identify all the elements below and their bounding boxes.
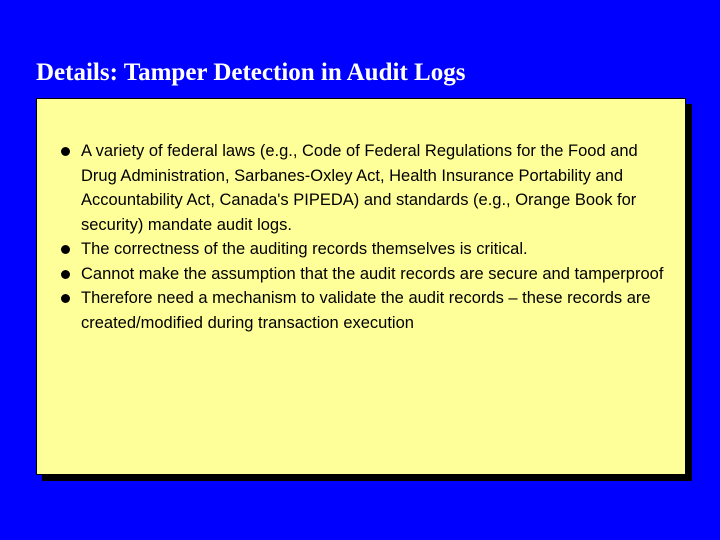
bullet-dot-icon bbox=[61, 270, 70, 279]
bullet-dot-icon bbox=[61, 294, 70, 303]
bullet-text: A variety of federal laws (e.g., Code of Federal Regulations for the Food and Drug Administration, Sarbanes-Oxley Act, Health Insurance Portability and Accountability Act, Canada's PIPEDA) and standards (e.g., Orange Book for security) mandate audit logs. bbox=[81, 142, 638, 234]
bullet-item-correctness bbox=[37, 237, 685, 262]
content-box bbox=[36, 98, 686, 475]
bullet-item-mechanism bbox=[37, 286, 685, 335]
bullet-dot-icon bbox=[61, 147, 70, 156]
bullet-item-federal-laws bbox=[37, 139, 685, 237]
bullet-text: Cannot make the assumption that the audit records are secure and tamperproof bbox=[81, 264, 664, 283]
bullet-text: Therefore need a mechanism to validate the audit records – these records are created/modified during transaction execution bbox=[81, 289, 651, 332]
bullet-list bbox=[37, 139, 685, 335]
bullet-text: The correctness of the auditing records themselves is critical. bbox=[81, 240, 528, 258]
slide-title: Details: Tamper Detection in Audit Logs bbox=[36, 59, 466, 86]
bullet-dot-icon bbox=[61, 245, 70, 254]
bullet-item-assumption bbox=[37, 262, 685, 287]
